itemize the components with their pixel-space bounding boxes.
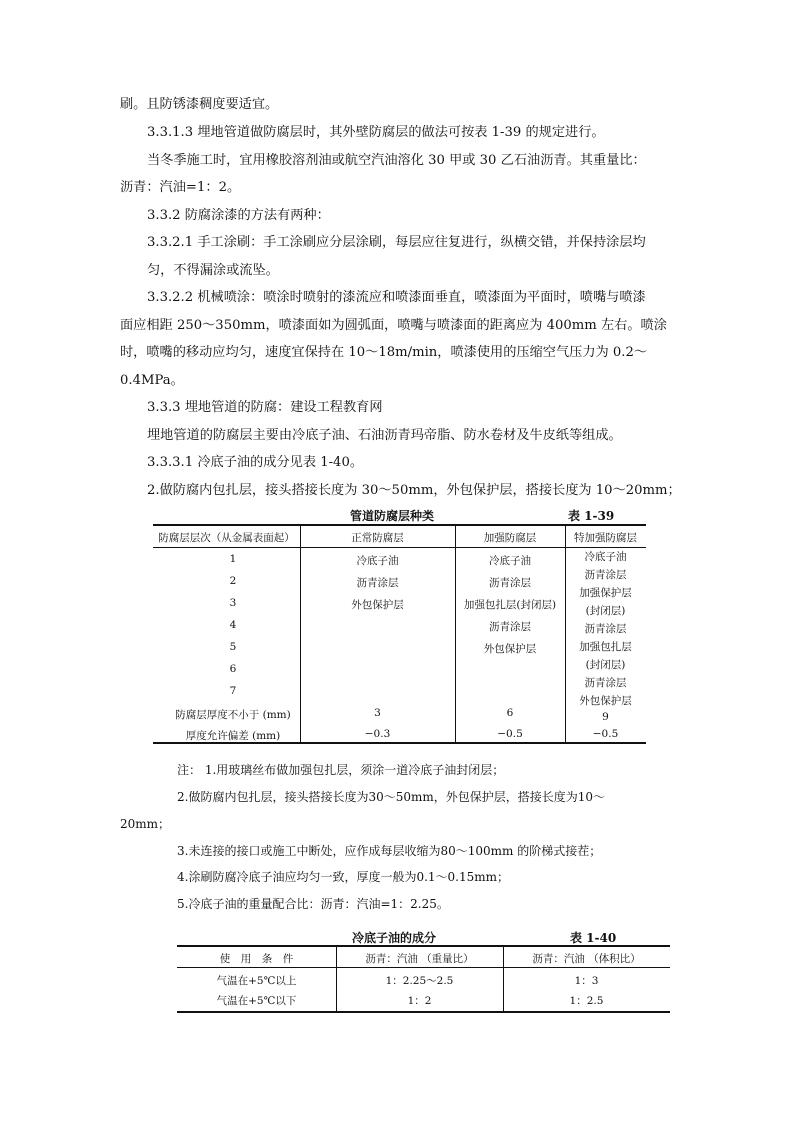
paragraph: 2.做防腐内包扎层，接头搭接长度为 30～50mm，外包保护层，搭接长度为 10～20mm；: [147, 483, 681, 498]
paragraph: 3.3.1.3 埋地管道做防腐层时，其外壁防腐层的做法可按表 1-39 的规定进行。: [147, 125, 605, 140]
paragraph: 当冬季施工时，宜用橡胶溶剂油或航空汽油溶化 30 甲或 30 乙石油沥青。其重量比：: [147, 153, 646, 168]
layer-number: 5: [229, 641, 237, 653]
extra-layer: 加强包扎层: [579, 641, 632, 653]
paragraph: 沥青：汽油=1：2。: [120, 180, 241, 195]
paragraph: 匀，不得漏涂或流坠。: [147, 263, 279, 278]
reinforced-layer: 沥青涂层: [489, 577, 531, 589]
condition-cell: 气温在+5℃以上: [216, 975, 297, 987]
extra-layer: (封闭层): [585, 605, 626, 617]
thickness-label: 防腐层厚度不小于 (mm): [175, 709, 291, 721]
thickness-value: 6: [506, 707, 514, 719]
weight-ratio-cell: 1：2.25～2.5: [385, 975, 454, 987]
extra-layer: 外包保护层: [579, 695, 632, 707]
extra-layer: 加强保护层: [579, 587, 632, 599]
paragraph: 3.3.2.1 手工涂刷：手工涂刷应分层涂刷，每层应往复进行，纵横交错，并保持涂层均: [147, 235, 646, 250]
paragraph: 埋地管道的防腐层主要由冷底子油、石油沥青玛帝脂、防水卷材及牛皮纸等组成。: [147, 428, 622, 443]
tolerance-value: −0.5: [497, 728, 523, 740]
extra-layer: 沥青涂层: [584, 623, 627, 635]
paragraph: 3.3.2.2 机械喷涂：喷涂时喷射的漆流应和喷漆面垂直，喷漆面为平面时，喷嘴与喷漆: [147, 290, 646, 305]
layer-number: 1: [229, 553, 237, 565]
table-number: 表 1-39: [568, 509, 615, 523]
column-header: 加强防腐层: [483, 532, 537, 544]
table-rule: [177, 945, 670, 947]
table-title: 管道防腐层种类: [350, 509, 435, 523]
volume-ratio-cell: 1：2.5: [569, 995, 604, 1007]
note: 注： 1.用玻璃丝布做加强包扎层，须涂一道冷底子油封闭层；: [177, 763, 505, 777]
tolerance-value: −0.5: [592, 728, 619, 740]
reinforced-layer: 冷底子油: [489, 555, 531, 567]
paragraph: 3.3.3.1 冷底子油的成分见表 1-40。: [147, 455, 364, 470]
table-rule: [153, 524, 646, 526]
layer-number: 6: [229, 663, 237, 675]
paragraph: 0.4MPa。: [120, 373, 184, 388]
condition-cell: 气温在+5℃以下: [216, 995, 297, 1007]
table-rule: [153, 547, 646, 548]
layer-number: 2: [229, 575, 237, 587]
thickness-value: 9: [602, 711, 609, 723]
extra-layer: 冷底子油: [584, 551, 627, 563]
note: 5.冷底子油的重量配合比：沥青：汽油=1：2.25。: [177, 897, 449, 911]
section-heading: 3.3.3 埋地管道的防腐：建设工程教育网: [147, 400, 383, 415]
normal-layer: 沥青涂层: [356, 577, 399, 589]
layer-number: 7: [229, 685, 237, 697]
column-header: 沥青：汽油 （体积比）: [532, 953, 641, 965]
column-header: 使 用 条 件: [219, 953, 294, 965]
note: 2.做防腐内包扎层，接头搭接长度为30～50mm，外包保护层，搭接长度为10～: [177, 790, 606, 804]
column-header: 沥青：汽油 （重量比）: [365, 953, 474, 965]
table-title: 冷底子油的成分: [352, 931, 437, 945]
normal-layer: 冷底子油: [356, 555, 399, 567]
tolerance-label: 厚度允许偏差 (mm): [185, 730, 281, 742]
normal-layer: 外包保护层: [351, 599, 404, 611]
reinforced-layer: 沥青涂层: [489, 621, 531, 633]
reinforced-layer: 外包保护层: [483, 643, 537, 655]
paragraph: 刷。且防锈漆稠度要适宜。: [120, 97, 279, 112]
extra-layer: (封闭层): [585, 659, 626, 671]
tolerance-value: −0.3: [364, 728, 391, 740]
extra-layer: 沥青涂层: [584, 569, 627, 581]
paragraph: 时，喷嘴的移动应均匀，速度宜保持在 10～18m/min，喷漆使用的压缩空气压力为 0.2～: [120, 345, 648, 360]
note: 20mm；: [120, 817, 171, 831]
table-rule: [177, 1011, 670, 1013]
thickness-value: 3: [374, 707, 381, 719]
section-heading: 3.3.2 防腐涂漆的方法有两种：: [147, 208, 330, 223]
layer-number: 4: [229, 619, 237, 631]
table-number: 表 1-40: [570, 931, 617, 945]
volume-ratio-cell: 1：3: [574, 975, 599, 987]
extra-layer: 沥青涂层: [584, 677, 627, 689]
note: 4.涂刷防腐冷底子油应均匀一致，厚度一般为0.1～0.15mm；: [177, 870, 510, 884]
table-rule: [177, 967, 670, 968]
column-header: 特加强防腐层: [574, 532, 637, 544]
reinforced-layer: 加强包扎层(封闭层): [463, 599, 557, 611]
layer-number: 3: [229, 597, 237, 609]
column-header: 防腐层层次（从金属表面起）: [158, 532, 295, 544]
note: 3.未连接的接口或施工中断处，应作成每层收缩为80～100mm 的阶梯式接茬；: [177, 844, 602, 858]
column-header: 正常防腐层: [351, 532, 404, 544]
weight-ratio-cell: 1：2: [407, 995, 432, 1007]
paragraph: 面应相距 250～350mm，喷漆面如为圆弧面，喷嘴与喷漆面的距离应为 400mm 左右。喷涂: [120, 318, 667, 333]
